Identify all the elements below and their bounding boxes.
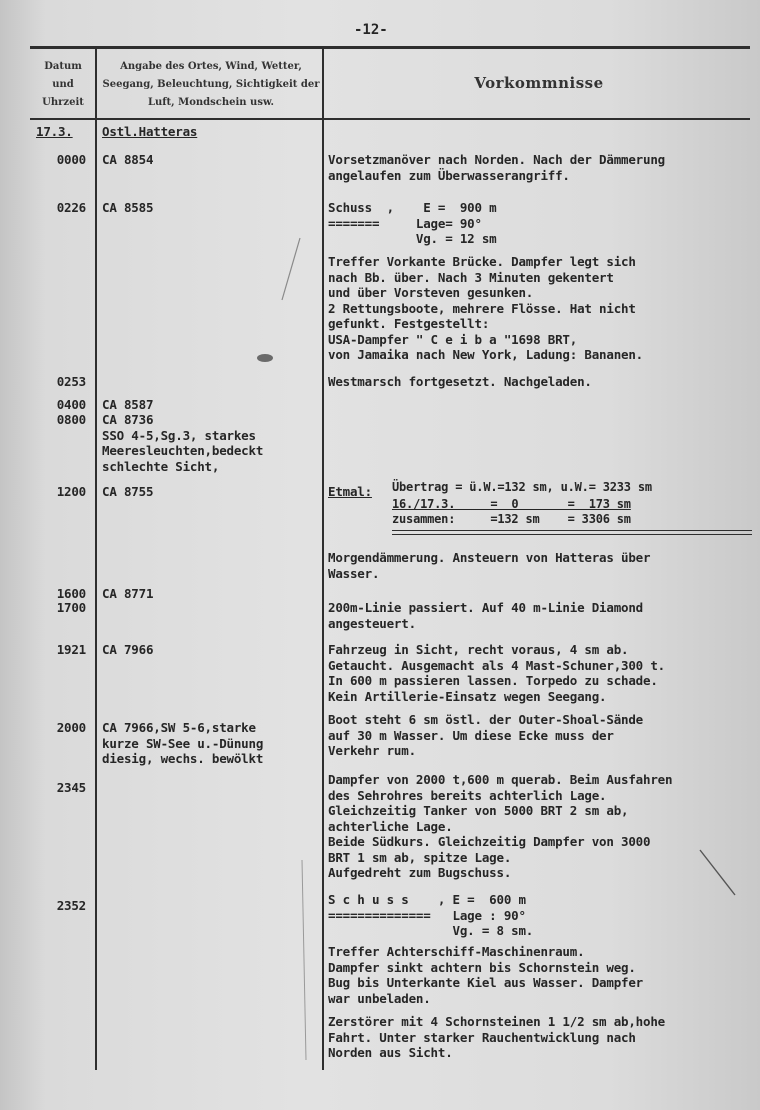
column-divider-1 <box>95 48 97 1070</box>
entry-position: CA 7966 <box>102 642 154 657</box>
entry-text: Fahrzeug in Sicht, recht voraus, 4 sm ab. Getaucht. Ausgemacht als 4 Mast-Schuner,300 t. In 600 m passieren lassen. Torpedo zu schade. Kein Artillerie-Einsatz wegen Seegang. <box>328 642 665 704</box>
header-angabe: Angabe des Ortes, Wind, Wetter, Seegang, Beleuchtung, Sichtigkeit der Luft, Mondschein usw. <box>102 61 320 108</box>
entry-text: Treffer Achterschiff-Maschinenraum. Dampfer sinkt achtern bis Schornstein weg. Bug bis Unterkante Kiel aus Wasser. Dampfer war unbeladen. <box>328 944 644 1006</box>
entry-text: Westmarsch fortgesetzt. Nachgeladen. <box>328 374 592 389</box>
entry-position: CA 7966,SW 5-6,starke kurze SW-See u.-Dünung diesig, wechs. bewölkt <box>102 720 264 766</box>
etmal-line: 16./17.3. = 0 = 173 sm <box>392 497 631 511</box>
top-rule <box>30 46 750 49</box>
header-bottom-rule <box>30 118 750 120</box>
entry-position: CA 8854 <box>102 152 154 167</box>
entry-text: Boot steht 6 sm östl. der Outer-Shoal-Sände auf 30 m Wasser. Um diese Ecke muss der Verkehr rum. <box>328 712 644 758</box>
entry-time: 0226 <box>56 200 86 215</box>
entry-position: CA 8736 SSO 4-5,Sg.3, starkes Meeresleuchten,bedeckt schlechte Sicht, <box>102 412 264 474</box>
column-divider-2 <box>322 48 324 1070</box>
entry-text: 200m-Linie passiert. Auf 40 m-Linie Diamond angesteuert. <box>328 600 644 631</box>
date-heading: 17.3. <box>36 124 73 139</box>
entry-text: Vorsetzmanöver nach Norden. Nach der Dämmerung angelaufen zum Überwasserangriff. <box>328 152 665 183</box>
entry-text: Morgendämmerung. Ansteuern von Hatteras über Wasser. <box>328 550 651 581</box>
entry-time: 2000 <box>56 720 86 735</box>
entry-time: 0000 <box>56 152 86 167</box>
etmal-line: zusammen: =132 sm = 3306 sm <box>392 512 631 526</box>
entry-time: 1200 <box>56 484 86 499</box>
entry-position: CA 8585 <box>102 200 154 215</box>
entry-time: 1700 <box>56 600 86 615</box>
entry-position: CA 8771 <box>102 586 154 601</box>
entry-text: Zerstörer mit 4 Schornsteinen 1 1/2 sm ab,hohe Fahrt. Unter starker Rauchentwicklung nach Norden aus Sicht. <box>328 1014 665 1060</box>
entry-position: CA 8755 <box>102 484 154 499</box>
entry-time: 2345 <box>56 780 86 795</box>
header-vorkommnisse: Vorkommnisse <box>474 74 604 92</box>
entry-text: Dampfer von 2000 t,600 m querab. Beim Ausfahren des Sehrohres bereits achterlich Lage. Gleichzeitig Tanker von 5000 BRT 2 sm ab, achterliche Lage. Beide Südkurs. Gleichzeitig Dampfer von 3000 BRT 1 sm ab, spitze Lage. Aufgedreht zum Bugschuss. <box>328 772 673 880</box>
entry-position: CA 8587 <box>102 397 154 412</box>
entry-text: Treffer Vorkante Brücke. Dampfer legt sich nach Bb. über. Nach 3 Minuten gekentert und über Vorsteven gesunken. 2 Rettungsboote, mehrere Flösse. Hat nicht gefunkt. Festgestellt: USA-Dampfer " C e i b a "1698 BRT, von Jamaika nach New York, Ladung: Bananen. <box>328 254 644 362</box>
header-datum: Datum und Uhrzeit <box>42 61 84 108</box>
entry-time: 1600 <box>56 586 86 601</box>
etmal-line: Übertrag = ü.W.=132 sm, u.W.= 3233 sm <box>392 480 652 494</box>
page-number: -12- <box>354 22 388 38</box>
etmal-double-rule <box>392 534 752 535</box>
entry-time: 0253 <box>56 374 86 389</box>
entry-time: 1921 <box>56 642 86 657</box>
etmal-label: Etmal: <box>328 484 372 499</box>
entry-time: 2352 <box>56 898 86 913</box>
entry-time: 0400 <box>56 397 86 412</box>
entry-time: 0800 <box>56 412 86 427</box>
place-heading: Ostl.Hatteras <box>102 124 198 139</box>
etmal-double-rule <box>392 530 752 531</box>
entry-text: Schuss , E = 900 m ======= Lage= 90° Vg. = 12 sm <box>328 200 497 246</box>
entry-text: S c h u s s , E = 600 m ============== Lage : 90° Vg. = 8 sm. <box>328 892 534 938</box>
